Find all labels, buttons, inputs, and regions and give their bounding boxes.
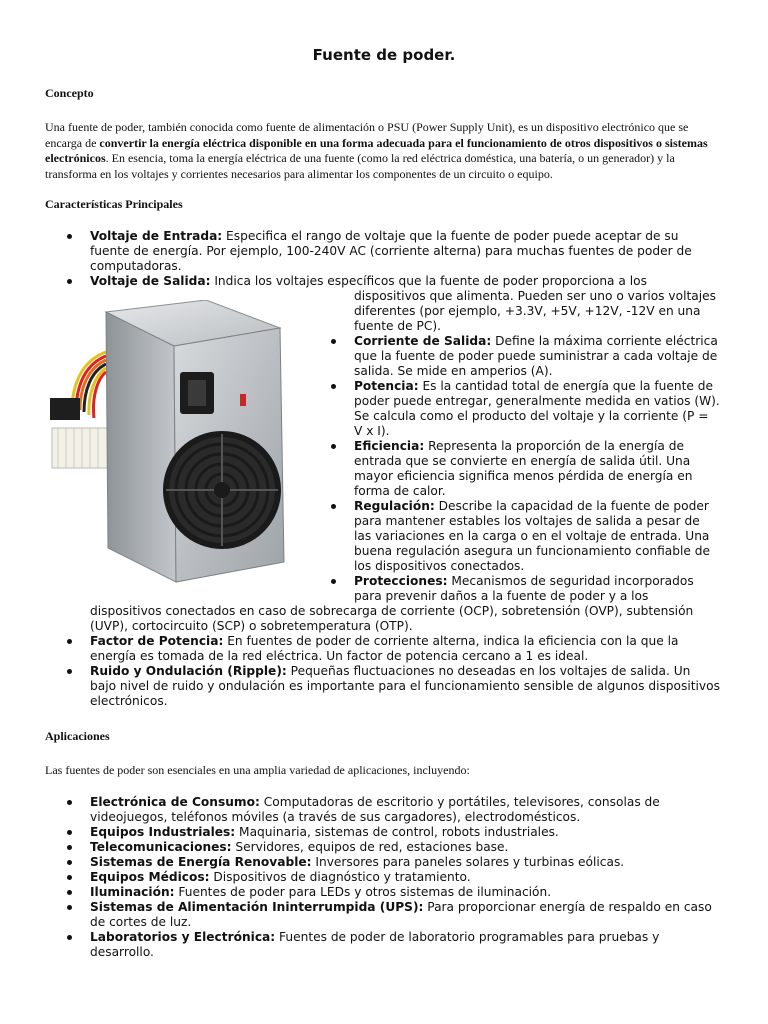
item-term: Voltaje de Salida: <box>90 274 211 288</box>
black-connector <box>50 398 80 420</box>
list-item <box>90 840 720 855</box>
concept-text-bold: convertir la energía eléctrica disponible en una forma adecuada para el funcionamiento de otros dispositivos o sistemas electrónicos <box>45 135 708 165</box>
list-item <box>90 229 720 274</box>
item-text: Fuentes de poder para LEDs y otros sistemas de iluminación. <box>174 885 552 899</box>
list-item <box>90 900 720 930</box>
item-text: Inversores para paneles solares y turbinas eólicas. <box>311 855 625 869</box>
item-text: Especifica el rango de voltaje que la fuente de poder puede aceptar de su fuente de energía. Por ejemplo, 100-240V AC (corriente alterna) para muchas fuentes de poder de computadoras. <box>90 229 692 273</box>
item-text: Computadoras de escritorio y portátiles, televisores, consolas de videojuegos, teléfonos móviles (a través de sus cargadores), electrodomésticos. <box>90 795 660 824</box>
features-list <box>90 229 720 709</box>
item-text: Describe la capacidad de la fuente de poder para mantener estables los voltajes de salida a pesar de las variaciones en la carga o en el voltaje de entrada. Una buena regulación asegura un funcionamiento confiable de los dispositivos conectados. <box>354 499 710 573</box>
item-text: Servidores, equipos de red, estaciones base. <box>231 840 509 854</box>
item-term: Telecomunicaciones: <box>90 840 232 854</box>
item-term: Equipos Médicos: <box>90 870 210 884</box>
item-text: Para proporcionar energía de respaldo en caso de cortes de luz. <box>90 900 712 929</box>
item-text: Indica los voltajes específicos que la fuente de poder proporciona a los <box>210 274 647 288</box>
features-heading: Características Principales <box>45 197 183 211</box>
concept-heading: Concepto <box>45 86 94 100</box>
applications-intro: Las fuentes de poder son esenciales en una amplia variedad de aplicaciones, incluyendo: <box>45 763 470 777</box>
list-item <box>354 499 720 574</box>
item-text: Es la cantidad total de energía que la fuente de poder puede entregar, generalmente medida en vatios (W). Se calcula como el producto del voltaje y la corriente (P = V x I). <box>354 379 720 438</box>
concept-text-2: . En esencia, toma la energía eléctrica de una fuente (como la red eléctrica doméstica, una batería, o un generador) y la transforma en los voltajes y corrientes necesarios para alimentar los componentes de un circuito o equipo. <box>45 151 675 181</box>
page-title: Fuente de poder. <box>312 46 456 64</box>
item-text: Define la máxima corriente eléctrica que la fuente de poder puede suministrar a cada voltaje de salida. Se mide en amperios (A). <box>354 334 718 378</box>
list-item <box>354 439 720 499</box>
item-term: Factor de Potencia: <box>90 634 224 648</box>
item-term: Ruido y Ondulación (Ripple): <box>90 664 287 678</box>
item-term: Eficiencia: <box>354 439 425 453</box>
list-item <box>354 379 720 439</box>
item-text: Pequeñas fluctuaciones no deseadas en los voltajes de salida. Un bajo nivel de ruido y ondulación es importante para el funcionamiento sensible de algunos dispositivos electrónicos. <box>90 664 720 708</box>
item-text: Dispositivos de diagnóstico y tratamiento. <box>209 870 471 884</box>
item-text-continued: dispositivos conectados en caso de sobrecarga de corriente (OCP), sobretensión (OVP), subtensión (UVP), cortocircuito (SCP) o sobretemperatura (OTP). <box>90 604 694 633</box>
list-item <box>90 825 720 840</box>
item-term: Electrónica de Consumo: <box>90 795 260 809</box>
item-text-continued: dispositivos que alimenta. Pueden ser uno o varios voltajes diferentes (por ejemplo, +3.3V, +5V, +12V, -12V en una fuente de PC). <box>354 289 716 333</box>
item-text: En fuentes de poder de corriente alterna, indica la eficiencia con la que la energía es tomada de la red eléctrica. Un factor de potencia cercano a 1 es ideal. <box>90 634 679 663</box>
applications-list <box>90 795 720 960</box>
item-term: Regulación: <box>354 499 435 513</box>
list-item <box>90 855 720 870</box>
item-term: Iluminación: <box>90 885 175 899</box>
item-text: Mecanismos de seguridad incorporados para prevenir daños a la fuente de poder y a los <box>354 574 694 603</box>
item-term: Voltaje de Entrada: <box>90 229 223 243</box>
list-item <box>90 574 720 634</box>
item-term: Sistemas de Alimentación Ininterrumpida (UPS): <box>90 900 424 914</box>
list-item <box>354 334 720 379</box>
item-term: Equipos Industriales: <box>90 825 236 839</box>
item-term: Potencia: <box>354 379 419 393</box>
list-item <box>90 634 720 664</box>
item-text: Representa la proporción de la energía de entrada que se convierte en energía de salida útil. Una mayor eficiencia significa menos pérdida de energía en forma de calor. <box>354 439 693 498</box>
item-term: Protecciones: <box>354 574 448 588</box>
concept-paragraph <box>45 120 725 182</box>
list-item <box>90 870 720 885</box>
list-item <box>90 885 720 900</box>
item-text: Maquinaria, sistemas de control, robots industriales. <box>235 825 559 839</box>
item-term: Sistemas de Energía Renovable: <box>90 855 312 869</box>
list-item <box>90 664 720 709</box>
item-term: Corriente de Salida: <box>354 334 492 348</box>
list-item <box>90 274 720 334</box>
list-item <box>90 795 720 825</box>
item-term: Laboratorios y Electrónica: <box>90 930 276 944</box>
concept-text-1: Una fuente de poder, también conocida como fuente de alimentación o PSU (Power Supply Unit), es un dispositivo electrónico que se encarga de <box>45 120 689 150</box>
applications-heading: Aplicaciones <box>45 729 110 743</box>
item-text: Fuentes de poder de laboratorio programables para pruebas y desarrollo. <box>90 930 660 959</box>
list-item <box>90 930 720 960</box>
